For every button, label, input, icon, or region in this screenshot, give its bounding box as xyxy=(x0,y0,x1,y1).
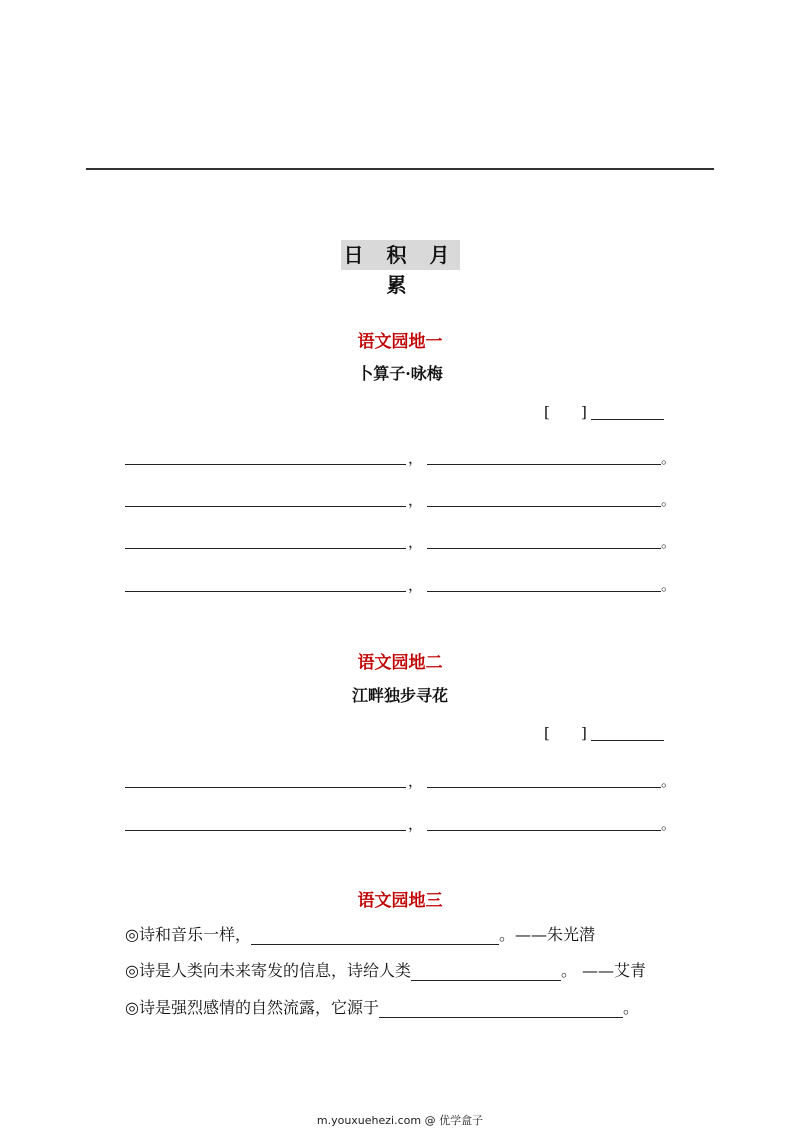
answer-blank[interactable] xyxy=(125,506,406,507)
quote-suffix: 。 xyxy=(622,998,639,1017)
poem-line-row xyxy=(125,769,685,793)
answer-blank[interactable] xyxy=(125,830,406,831)
poem-line-row xyxy=(125,573,685,597)
period: 。 xyxy=(661,576,677,594)
period: 。 xyxy=(661,815,677,833)
period: 。 xyxy=(661,533,677,551)
author-bracket-open: [ xyxy=(544,403,550,421)
poem-line-row xyxy=(125,530,685,554)
answer-blank[interactable] xyxy=(427,548,661,549)
quote-line-1 xyxy=(125,923,595,949)
author-bracket-close: ] xyxy=(581,724,587,742)
section-heading-3: 语文园地三 xyxy=(357,891,443,911)
answer-blank[interactable] xyxy=(251,923,499,945)
footer-watermark: m.youxuehezi.com @ 优学盒子 xyxy=(316,1114,484,1127)
quote-line-3 xyxy=(125,996,639,1022)
quote-prefix: ◎诗是人类向未来寄发的信息，诗给人类 xyxy=(125,961,411,980)
author-bracket-open: [ xyxy=(544,724,550,742)
period: 。 xyxy=(661,449,677,467)
answer-blank[interactable] xyxy=(427,787,661,788)
comma: ， xyxy=(408,772,424,790)
answer-blank[interactable] xyxy=(125,464,406,465)
author-blank[interactable] xyxy=(591,419,664,420)
poem-title-2: 江畔独步寻花 xyxy=(351,686,448,705)
comma: ， xyxy=(408,491,424,509)
comma: ， xyxy=(408,533,424,551)
quote-suffix: 。——朱光潜 xyxy=(498,925,595,944)
section-heading-2: 语文园地二 xyxy=(357,653,443,673)
author-blank[interactable] xyxy=(591,740,664,741)
answer-blank[interactable] xyxy=(427,591,661,592)
poem-line-row xyxy=(125,446,685,470)
answer-blank[interactable] xyxy=(427,506,661,507)
page-title: 日 积 月 累 xyxy=(341,240,460,270)
quote-line-2 xyxy=(125,959,646,985)
answer-blank[interactable] xyxy=(379,996,623,1018)
answer-blank[interactable] xyxy=(125,591,406,592)
section-heading-1: 语文园地一 xyxy=(357,332,443,352)
answer-blank[interactable] xyxy=(411,959,561,981)
quote-prefix: ◎诗是强烈感情的自然流露，它源于 xyxy=(125,998,379,1017)
comma: ， xyxy=(408,576,424,594)
answer-blank[interactable] xyxy=(427,830,661,831)
quote-suffix: 。 ——艾青 xyxy=(560,961,647,980)
poem-title-1: 卜算子·咏梅 xyxy=(357,364,443,383)
quote-prefix: ◎诗和音乐一样， xyxy=(125,925,251,944)
author-bracket-close: ] xyxy=(581,403,587,421)
answer-blank[interactable] xyxy=(125,548,406,549)
comma: ， xyxy=(408,449,424,467)
period: 。 xyxy=(661,491,677,509)
answer-blank[interactable] xyxy=(427,464,661,465)
period: 。 xyxy=(661,772,677,790)
comma: ， xyxy=(408,815,424,833)
poem-line-row xyxy=(125,812,685,836)
answer-blank[interactable] xyxy=(125,787,406,788)
header-rule xyxy=(86,168,714,170)
poem-line-row xyxy=(125,488,685,512)
